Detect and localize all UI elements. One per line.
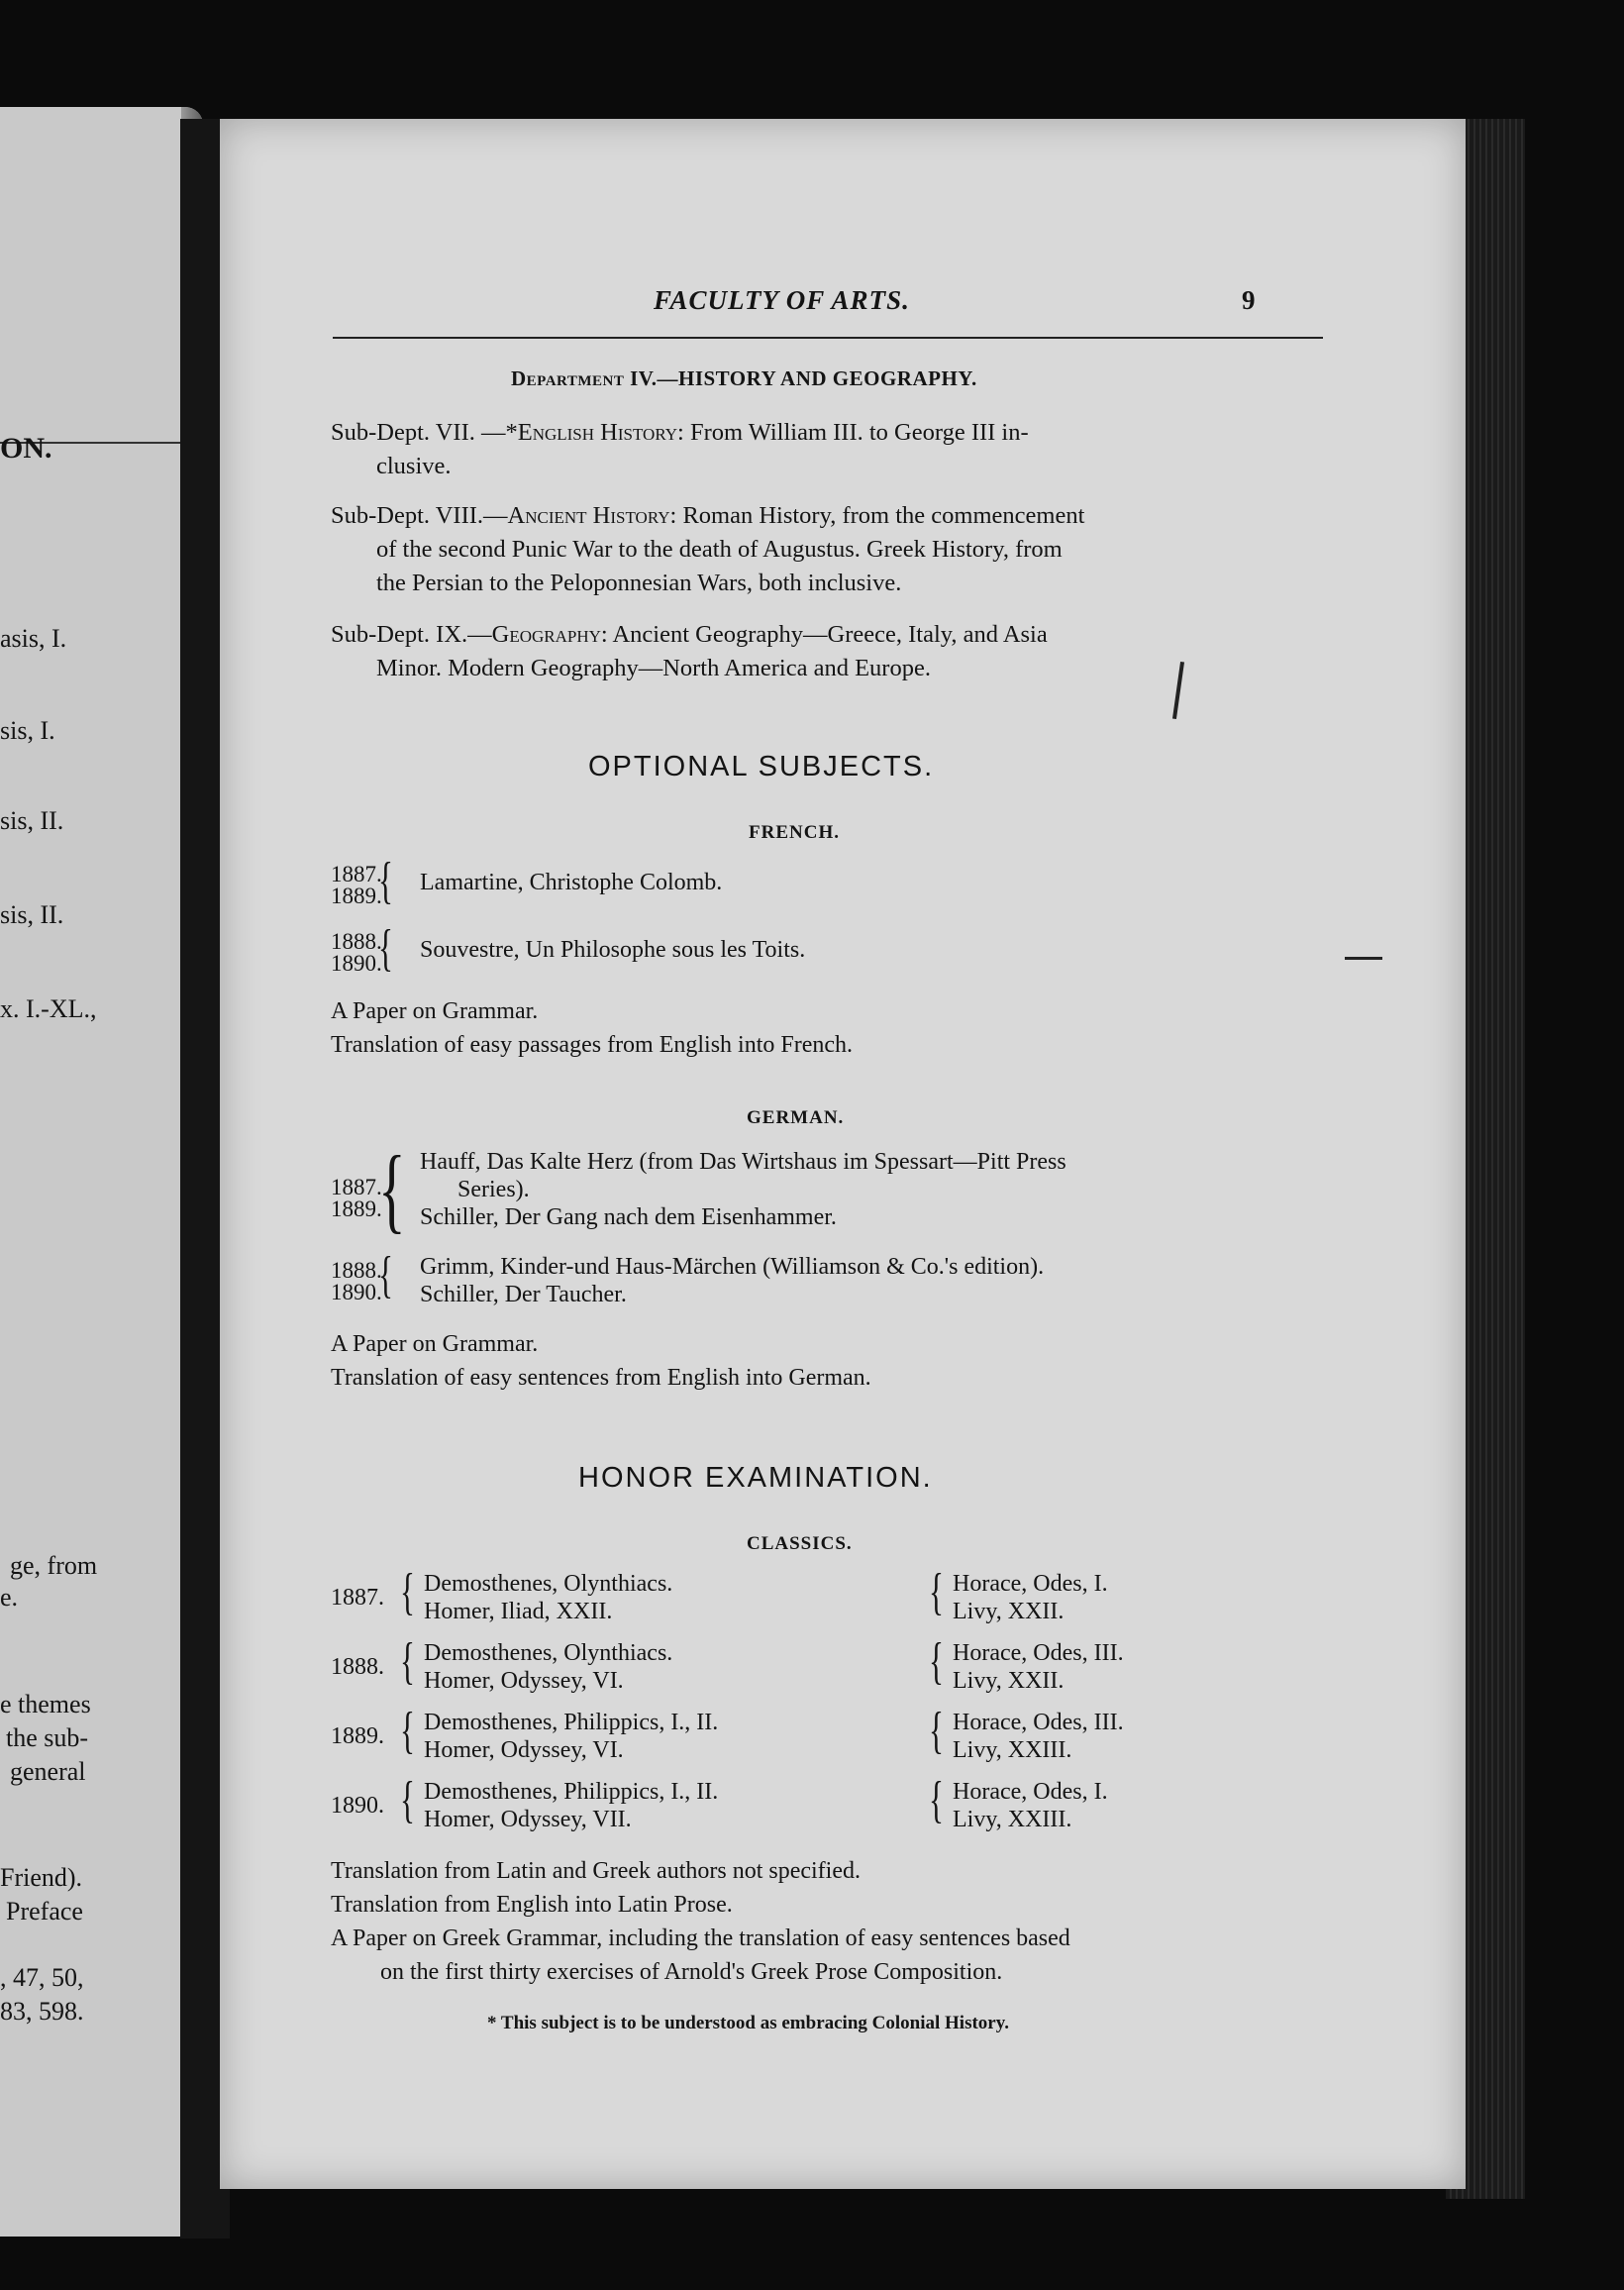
- german-text: Series).: [457, 1177, 530, 1202]
- year: 1887.: [331, 1175, 382, 1199]
- brace: {: [378, 920, 393, 977]
- subdept-label: Sub-Dept. VIII.—: [331, 502, 508, 529]
- german-heading: GERMAN.: [747, 1107, 845, 1128]
- year-range: [331, 1260, 382, 1303]
- greek-author: Demosthenes, Olynthiacs.: [424, 1571, 673, 1597]
- french-heading: FRENCH.: [749, 822, 840, 843]
- year: 1890.: [331, 951, 382, 976]
- footnote: * This subject is to be understood as embracing Colonial History.: [487, 2013, 1009, 2033]
- greek-author: Demosthenes, Philippics, I., II.: [424, 1710, 719, 1735]
- page-number: 9: [1242, 285, 1256, 315]
- subdept-label: Sub-Dept. VII. —: [331, 419, 506, 446]
- latin-author: Horace, Odes, I.: [953, 1571, 1108, 1597]
- brace: {: [929, 1772, 944, 1828]
- brace: {: [929, 1703, 944, 1759]
- greek-author: Homer, Odyssey, VI.: [424, 1668, 624, 1694]
- latin-author: Livy, XXIII.: [953, 1737, 1072, 1763]
- subdept-text: of the second Punic War to the death of Augustus. Greek History, from: [376, 536, 1063, 563]
- facing-page: [0, 107, 203, 2237]
- greek-author: Demosthenes, Olynthiacs.: [424, 1640, 673, 1666]
- greek-author: Homer, Iliad, XXII.: [424, 1599, 613, 1624]
- latin-author: Horace, Odes, III.: [953, 1710, 1124, 1735]
- year: 1888.: [331, 929, 382, 954]
- brace: {: [378, 1136, 406, 1242]
- german-text: Grimm, Kinder-und Haus-Märchen (Williamson & Co.'s edition).: [420, 1254, 1045, 1280]
- subdept-viii: [331, 499, 1321, 600]
- brace: {: [929, 1564, 944, 1620]
- french-text: Souvestre, Un Philosophe sous les Toits.: [420, 937, 806, 963]
- latin-author: Horace, Odes, I.: [953, 1779, 1108, 1805]
- year: 1890.: [331, 1280, 382, 1304]
- french-text: Lamartine, Christophe Colomb.: [420, 870, 723, 895]
- subdept-text: Minor. Modern Geography—North America and Europe.: [376, 655, 931, 681]
- department-heading: Department IV.—HISTORY AND GEOGRAPHY.: [511, 366, 977, 390]
- subdept-subject: Geography:: [491, 621, 608, 648]
- facing-fragment: the sub-: [6, 1723, 89, 1752]
- header-rule: [333, 337, 1323, 339]
- honor-examination-heading: HONOR EXAMINATION.: [578, 1462, 933, 1494]
- year-range: [331, 931, 382, 975]
- brace: {: [400, 1564, 415, 1620]
- subdept-ix: [331, 618, 1321, 685]
- brace: {: [400, 1772, 415, 1828]
- german-text: Hauff, Das Kalte Herz (from Das Wirtshaus im Spessart—Pitt Press: [420, 1149, 1066, 1175]
- facing-fragment: 83, 598.: [0, 1997, 84, 2026]
- facing-fragment: sis, I.: [0, 716, 55, 745]
- german-text: Schiller, Der Gang nach dem Eisenhammer.: [420, 1204, 837, 1230]
- brace: {: [378, 853, 393, 909]
- latin-author: Livy, XXIII.: [953, 1807, 1072, 1832]
- facing-fragment: sis, II.: [0, 806, 64, 835]
- ink-mark: [1345, 957, 1382, 960]
- subdept-subject: Ancient History:: [507, 502, 677, 529]
- year: 1888.: [331, 1258, 382, 1283]
- year: 1887.: [331, 1585, 384, 1611]
- facing-fragment: , 47, 50,: [0, 1963, 84, 1992]
- subdept-subject: *English History:: [505, 419, 684, 446]
- classics-note: Translation from Latin and Greek authors not specified.: [331, 1858, 861, 1884]
- main-page: [220, 119, 1466, 2189]
- facing-fragment: e themes: [0, 1690, 91, 1718]
- subdept-text: the Persian to the Peloponnesian Wars, both inclusive.: [376, 570, 902, 596]
- brace: {: [929, 1633, 944, 1690]
- greek-author: Homer, Odyssey, VII.: [424, 1807, 632, 1832]
- classics-note: Translation from English into Latin Prose.: [331, 1892, 733, 1918]
- subdept-text: clusive.: [376, 453, 452, 479]
- facing-fragment: ge, from: [10, 1551, 98, 1580]
- german-grammar: A Paper on Grammar.: [331, 1331, 539, 1357]
- latin-author: Livy, XXII.: [953, 1668, 1065, 1694]
- subdept-text: From William III. to George III in-: [689, 419, 1029, 446]
- optional-subjects-heading: OPTIONAL SUBJECTS.: [588, 751, 935, 782]
- greek-paper: A Paper on Greek Grammar, including the translation of easy sentences based: [331, 1926, 1070, 1951]
- facing-fragment: x. I.-XL.,: [0, 994, 97, 1023]
- greek-author: Homer, Odyssey, VI.: [424, 1737, 624, 1763]
- year: 1889.: [331, 1723, 384, 1749]
- year: 1890.: [331, 1793, 384, 1819]
- subdept-label: Sub-Dept. IX.—: [331, 621, 492, 648]
- year: 1889.: [331, 1197, 382, 1221]
- brace: {: [400, 1633, 415, 1690]
- latin-author: Horace, Odes, III.: [953, 1640, 1124, 1666]
- german-text: Schiller, Der Taucher.: [420, 1282, 627, 1307]
- brace: {: [400, 1703, 415, 1759]
- facing-fragment: e.: [0, 1583, 19, 1612]
- facing-fragment: general: [10, 1757, 86, 1786]
- french-grammar: A Paper on Grammar.: [331, 998, 539, 1024]
- french-translation: Translation of easy passages from English into French.: [331, 1032, 854, 1058]
- german-translation: Translation of easy sentences from English into German.: [331, 1365, 871, 1391]
- latin-author: Livy, XXII.: [953, 1599, 1065, 1624]
- facing-fragment: Preface: [6, 1897, 83, 1926]
- year: 1889.: [331, 884, 382, 908]
- brace: {: [378, 1247, 393, 1303]
- running-title: FACULTY OF ARTS.: [654, 285, 910, 315]
- greek-author: Demosthenes, Philippics, I., II.: [424, 1779, 719, 1805]
- year-range: [331, 864, 382, 907]
- facing-fragment: ON.: [0, 432, 52, 465]
- greek-paper: on the first thirty exercises of Arnold's Greek Prose Composition.: [380, 1959, 1003, 1985]
- subdept-text: Roman History, from the commencement: [682, 502, 1085, 529]
- year: 1888.: [331, 1654, 384, 1680]
- facing-fragment: asis, I.: [0, 624, 67, 653]
- facing-fragment: sis, II.: [0, 900, 64, 929]
- facing-fragment: Friend).: [0, 1863, 83, 1892]
- subdept-vii: [331, 416, 1321, 483]
- year-range: [331, 1177, 382, 1220]
- classics-heading: CLASSICS.: [747, 1533, 853, 1554]
- subdept-text: Ancient Geography—Greece, Italy, and Asia: [612, 621, 1048, 648]
- year: 1887.: [331, 862, 382, 886]
